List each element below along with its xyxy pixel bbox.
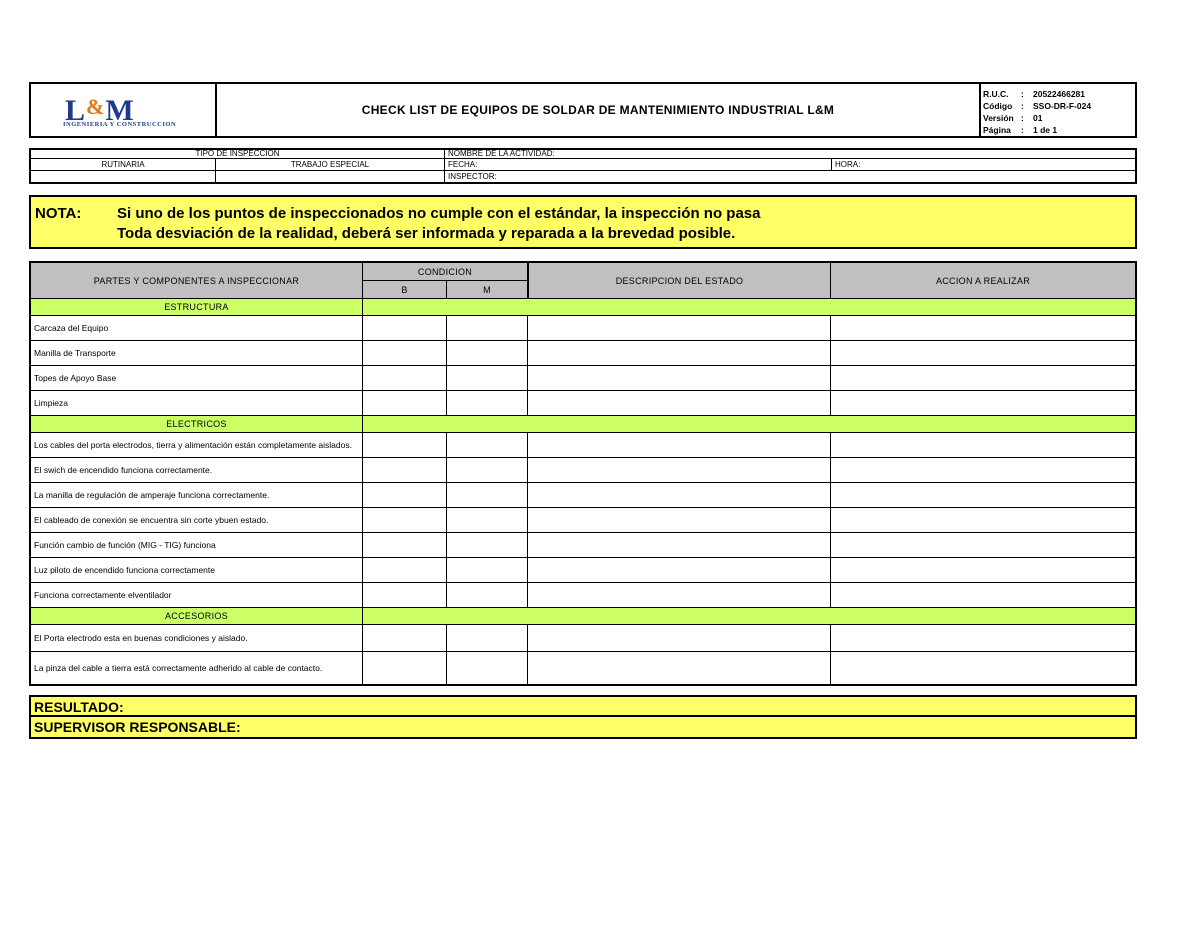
cell-b[interactable] (363, 558, 447, 583)
cell-descripcion[interactable] (528, 483, 831, 508)
header-partes: PARTES Y COMPONENTES A INSPECCIONAR (31, 263, 363, 299)
cell-descripcion[interactable] (528, 583, 831, 608)
header-m: M (447, 281, 528, 299)
inspector-field[interactable]: INSPECTOR: (448, 171, 497, 181)
item-luz-piloto: Luz piloto de encendido funciona correctamente (31, 558, 363, 583)
section-estructura: ESTRUCTURA (31, 299, 363, 316)
cell-accion[interactable] (831, 366, 1135, 391)
document-header (29, 82, 1137, 138)
tipo-label: TIPO DE INSPECCION (31, 150, 445, 159)
cell-descripcion[interactable] (528, 458, 831, 483)
cell-b[interactable] (363, 366, 447, 391)
rutinaria-check[interactable] (31, 171, 216, 182)
cell-descripcion[interactable] (528, 433, 831, 458)
header-accion: ACCION A REALIZAR (831, 263, 1135, 299)
cell-accion[interactable] (831, 558, 1135, 583)
item-cables-aislados: Los cables del porta electrodos, tierra y alimentación están completamente aislados. (31, 433, 363, 458)
cell-b[interactable] (363, 391, 447, 416)
supervisor-field[interactable]: SUPERVISOR RESPONSABLE: (34, 719, 241, 735)
cell-b[interactable] (363, 625, 447, 652)
cell-m[interactable] (447, 341, 528, 366)
header-descripcion: DESCRIPCION DEL ESTADO (528, 263, 831, 299)
cell-accion[interactable] (831, 508, 1135, 533)
cell-descripcion[interactable] (528, 508, 831, 533)
cell-m[interactable] (447, 391, 528, 416)
nota-line-2: Toda desviación de la realidad, deberá ser informada y reparada a la brevedad posible. (117, 225, 736, 242)
cell-descripcion[interactable] (528, 625, 831, 652)
cell-b[interactable] (363, 458, 447, 483)
cell-m[interactable] (447, 316, 528, 341)
item-pinza-tierra: La pinza del cable a tierra está correctamente adherido al cable de contacto. (31, 652, 363, 684)
item-funcion-mig-tig: Función cambio de función (MIG - TIG) funciona (31, 533, 363, 558)
cell-accion[interactable] (831, 433, 1135, 458)
cell-m[interactable] (447, 533, 528, 558)
cell-accion[interactable] (831, 458, 1135, 483)
cell-accion[interactable] (831, 625, 1135, 652)
section-accesorios: ACCESORIOS (31, 608, 363, 625)
hora-field[interactable]: HORA: (832, 159, 1135, 171)
meta-ruc: R.U.C. : 20522466281 (983, 89, 1086, 99)
cell-m[interactable] (447, 508, 528, 533)
cell-m[interactable] (447, 652, 528, 684)
rutinaria-option[interactable]: RUTINARIA (31, 159, 216, 171)
cell-m[interactable] (447, 625, 528, 652)
cell-b[interactable] (363, 341, 447, 366)
item-carcaza: Carcaza del Equipo (31, 316, 363, 341)
header-b: B (363, 281, 447, 299)
cell-b[interactable] (363, 533, 447, 558)
cell-m[interactable] (447, 558, 528, 583)
cell-m[interactable] (447, 483, 528, 508)
fecha-field[interactable]: FECHA: (445, 159, 832, 171)
cell-accion[interactable] (831, 316, 1135, 341)
cell-descripcion[interactable] (528, 391, 831, 416)
item-manilla: Manilla de Transporte (31, 341, 363, 366)
cell-accion[interactable] (831, 652, 1135, 684)
meta-codigo: Código : SSO-DR-F-024 (983, 101, 1092, 111)
cell-b[interactable] (363, 316, 447, 341)
section-fill (363, 299, 1135, 316)
logo-subtitle: INGENIERIA Y CONSTRUCCION (63, 121, 177, 128)
cell-descripcion[interactable] (528, 533, 831, 558)
cell-descripcion[interactable] (528, 341, 831, 366)
cell-m[interactable] (447, 433, 528, 458)
document-title: CHECK LIST DE EQUIPOS DE SOLDAR DE MANTENIMIENTO INDUSTRIAL L&M (217, 84, 981, 136)
cell-b[interactable] (363, 652, 447, 684)
trabajo-especial-check[interactable] (216, 171, 445, 182)
section-electricos: ELECTRICOS (31, 416, 363, 433)
company-logo (31, 84, 217, 136)
cell-m[interactable] (447, 458, 528, 483)
section-fill (363, 608, 1135, 625)
section-fill (363, 416, 1135, 433)
nota-line-1: Si uno de los puntos de inspeccionados no cumple con el estándar, la inspección no pasa (117, 205, 761, 222)
cell-descripcion[interactable] (528, 558, 831, 583)
nota-box (29, 195, 1137, 249)
header-condicion: CONDICION (363, 263, 528, 281)
cell-accion[interactable] (831, 583, 1135, 608)
cell-accion[interactable] (831, 533, 1135, 558)
resultado-field[interactable]: RESULTADO: (31, 697, 1135, 717)
cell-b[interactable] (363, 508, 447, 533)
item-swich: El swich de encendido funciona correctamente. (31, 458, 363, 483)
meta-version: Versión : 01 (983, 113, 1043, 123)
cell-b[interactable] (363, 483, 447, 508)
item-manilla-amperaje: La manilla de regulación de amperaje funciona correctamente. (31, 483, 363, 508)
item-cableado: El cableado de conexión se encuentra sin corte ybuen estado. (31, 508, 363, 533)
cell-b[interactable] (363, 433, 447, 458)
checklist-table (29, 261, 1137, 686)
item-topes: Topes de Apoyo Base (31, 366, 363, 391)
cell-b[interactable] (363, 583, 447, 608)
result-box (29, 695, 1137, 739)
cell-m[interactable] (447, 583, 528, 608)
trabajo-especial-option[interactable]: TRABAJO ESPECIAL (216, 159, 445, 171)
cell-descripcion[interactable] (528, 366, 831, 391)
nota-label: NOTA: (35, 205, 82, 222)
item-porta-electrodo: El Porta electrodo esta en buenas condiciones y aislado. (31, 625, 363, 652)
cell-accion[interactable] (831, 483, 1135, 508)
inspection-info (29, 148, 1137, 184)
cell-descripcion[interactable] (528, 652, 831, 684)
cell-descripcion[interactable] (528, 316, 831, 341)
actividad-field[interactable]: NOMBRE DE LA ACTIVIDAD: (445, 150, 1135, 159)
item-ventilador: Funciona correctamente elventilador (31, 583, 363, 608)
cell-m[interactable] (447, 366, 528, 391)
item-limpieza: Limpieza (31, 391, 363, 416)
document-meta (983, 88, 1133, 136)
cell-accion[interactable] (831, 391, 1135, 416)
meta-pagina: Página : 1 de 1 (983, 125, 1058, 135)
logo-mark: L&M (65, 94, 135, 127)
cell-accion[interactable] (831, 341, 1135, 366)
